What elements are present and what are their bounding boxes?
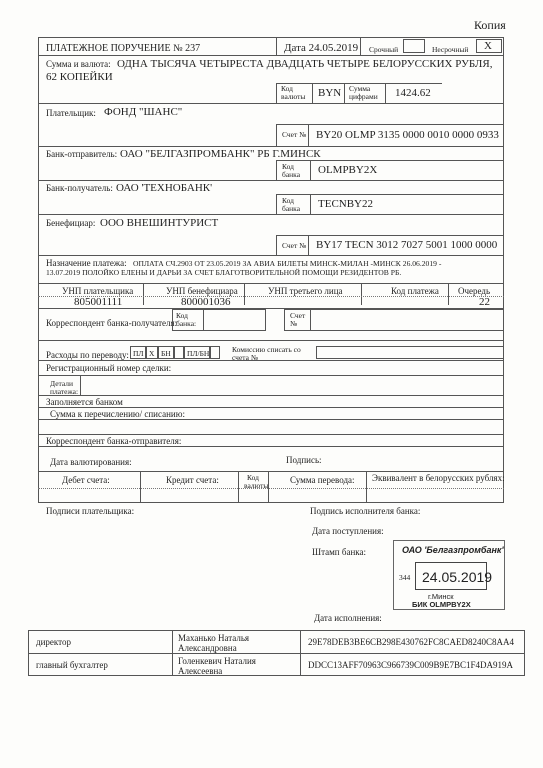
payer-name: ФОНД "ШАНС" — [104, 106, 183, 118]
receiver-bank-code-label-2: банка — [282, 204, 301, 213]
sum-transfer-label: Сумма к перечислению/ списанию: — [50, 409, 185, 419]
details-label: Детали — [50, 379, 74, 388]
commission-label: Комиссию списать со — [232, 345, 301, 354]
sender-bank-code: OLMPBY2X — [318, 164, 378, 176]
signer-2-role: главный бухгалтер — [36, 660, 108, 670]
correspondent-label: Корреспондент банка-получателя: — [46, 318, 178, 328]
stamp-city: г.Минск — [428, 592, 454, 601]
stamp-date: 24.05.2019 — [422, 569, 493, 585]
purpose-label: Назначение платежа: — [46, 258, 127, 268]
currency-code-label-2: валюты — [281, 92, 306, 101]
amount-digits-label-2: цифрами — [349, 92, 378, 101]
currency-value: BYN — [318, 87, 342, 99]
unp-beneficiary: 800001036 — [181, 296, 231, 308]
expenses-x: Х — [149, 349, 155, 358]
stamp-bank-name: ОАО 'Белгазпромбанк' — [402, 545, 504, 555]
expenses-spacer-box — [174, 346, 184, 359]
nonurgent-mark: X — [484, 40, 492, 52]
unp-payer-label: УНП плательщика — [62, 286, 134, 296]
expenses-bn: БН — [161, 349, 171, 358]
credit-label: Кредит счета: — [166, 475, 219, 485]
transfer-currency-label: Код — [247, 473, 259, 482]
queue-value: 22 — [479, 296, 490, 308]
order-date: Дата 24.05.2019 — [284, 42, 359, 54]
stamp-number: 344 — [399, 573, 411, 582]
unp-beneficiary-label: УНП бенефициара — [166, 286, 238, 296]
signer-1-hash: 29E78DEB3BE6CB298E430762FC8CAED8240C8AA4 — [308, 637, 515, 647]
payer-account-label: Счет № — [282, 130, 307, 139]
signer-2-hash: DDCC13AFF70963C966739C009B9E7BC1F4DA919A — [308, 660, 514, 670]
signer-1-role: директор — [36, 637, 71, 647]
beneficiary-name: ООО ВНЕШИНТУРИСТ — [100, 217, 219, 229]
nonurgent-label: Несрочный — [432, 45, 469, 54]
copy-label: Копия — [474, 18, 506, 32]
stamp-bic: БИК OLMPBY2X — [412, 600, 471, 609]
urgent-label: Срочный — [369, 45, 399, 54]
sender-bank-code-label: Код — [282, 162, 294, 171]
debit-label: Дебет счета: — [62, 475, 110, 485]
registration-label: Регистрационный номер сделки: — [46, 363, 172, 373]
correspondent-account-label: Счет — [290, 311, 306, 320]
amount-label: Сумма и валюта: — [46, 59, 111, 69]
expenses-spacer-box-2 — [210, 346, 220, 359]
receiver-bank-code: TECNBY22 — [318, 198, 373, 210]
expenses-plbn: ПЛ/БН — [187, 349, 210, 358]
payer-label: Плательщик: — [46, 108, 96, 118]
amount-words: ОДНА ТЫСЯЧА ЧЕТЫРЕСТА ДВАДЦАТЬ ЧЕТЫРЕ БЕЛОРУССКИХ РУБЛЯ, — [117, 58, 493, 70]
commission-label-2: счета № — [232, 353, 259, 362]
signature-label: Подпись: — [286, 455, 322, 465]
receiver-bank-label: Банк-получатель: — [46, 183, 113, 193]
purpose-line-2: 13.07.2019 ПОЛОЙКО ЕЛЕНЫ И ДАРЬИ ЗА СЧЕТ БЛАГОТВОРИТЕЛЬНОЙ ПОМОЩИ РЕЗИДЕНТОВ РБ. — [46, 268, 402, 277]
amount-digits: 1424.62 — [395, 87, 431, 99]
receiver-bank-code-label: Код — [282, 196, 294, 205]
signer-1-name: Маханько Наталья — [178, 633, 250, 643]
sender-bank-code-label-2: банка — [282, 170, 301, 179]
correspondent-account-label-2: № — [290, 319, 298, 328]
beneficiary-label: Бенефициар: — [46, 218, 96, 228]
unp-third-label: УНП третьего лица — [268, 286, 343, 296]
bank-fill-label: Заполняется банком — [46, 397, 123, 407]
receiver-bank-name: ОАО 'ТЕХНОБАНК' — [116, 182, 213, 194]
receipt-date-label: Дата поступления: — [312, 526, 384, 536]
amount-words-line2: 62 КОПЕЙКИ — [46, 71, 113, 83]
correspondent-account-box — [284, 309, 504, 331]
payer-signatures-label: Подписи плательщика: — [46, 506, 135, 516]
purpose-line-1: ОПЛАТА СЧ.2903 ОТ 23.05.2019 ЗА АВИА БИЛЕТЫ МИНСК-МИЛАН -МИНСК 26.06.2019 - — [133, 259, 442, 268]
value-date-label: Дата валютирования: — [50, 457, 132, 467]
queue-label: Очередь — [458, 286, 491, 296]
amount-digits-label: Сумма — [349, 84, 371, 93]
payment-code-label: Код платежа — [391, 286, 439, 296]
sender-bank-name: ОАО "БЕЛГАЗПРОМБАНК" РБ Г.МИНСК — [120, 148, 321, 160]
transfer-currency-label-2: валюты — [244, 481, 269, 490]
signer-1-name-line2: Александровна — [178, 643, 237, 653]
commission-account-box — [316, 346, 504, 359]
correspondent-code-label: Код — [176, 311, 188, 320]
signer-2-name: Голенкевич Наталия — [178, 656, 256, 666]
bank-signature-label: Подпись исполнителя банка: — [310, 506, 421, 516]
bank-stamp-label: Штамп банка: — [312, 547, 366, 557]
transfer-sum-label: Сумма перевода: — [290, 475, 355, 485]
expenses-label: Расходы по переводу: — [46, 350, 129, 360]
equivalent-label: Эквивалент в белорусских рублях: — [372, 473, 505, 483]
beneficiary-account: BY17 TECN 3012 7027 5001 1000 0000 — [316, 239, 498, 251]
correspondent-sender-label: Корреспондент банка-отправителя: — [46, 436, 182, 446]
unp-payer: 805001111 — [74, 296, 123, 308]
currency-code-label: Код — [281, 84, 293, 93]
signer-2-name-line2: Алексеевна — [178, 666, 223, 676]
sender-bank-label: Банк-отправитель: — [46, 149, 118, 159]
expenses-pl: ПЛ — [133, 349, 144, 358]
urgent-checkbox[interactable] — [403, 39, 425, 53]
payer-account: BY20 OLMP 3135 0000 0010 0000 0933 — [316, 129, 499, 141]
form-title: ПЛАТЕЖНОЕ ПОРУЧЕНИЕ № 237 — [46, 43, 201, 54]
beneficiary-account-label: Счет № — [282, 241, 307, 250]
details-label-2: платежа: — [50, 387, 79, 396]
correspondent-code-label-2: банка: — [176, 319, 197, 328]
execution-date-label: Дата исполнения: — [314, 613, 382, 623]
